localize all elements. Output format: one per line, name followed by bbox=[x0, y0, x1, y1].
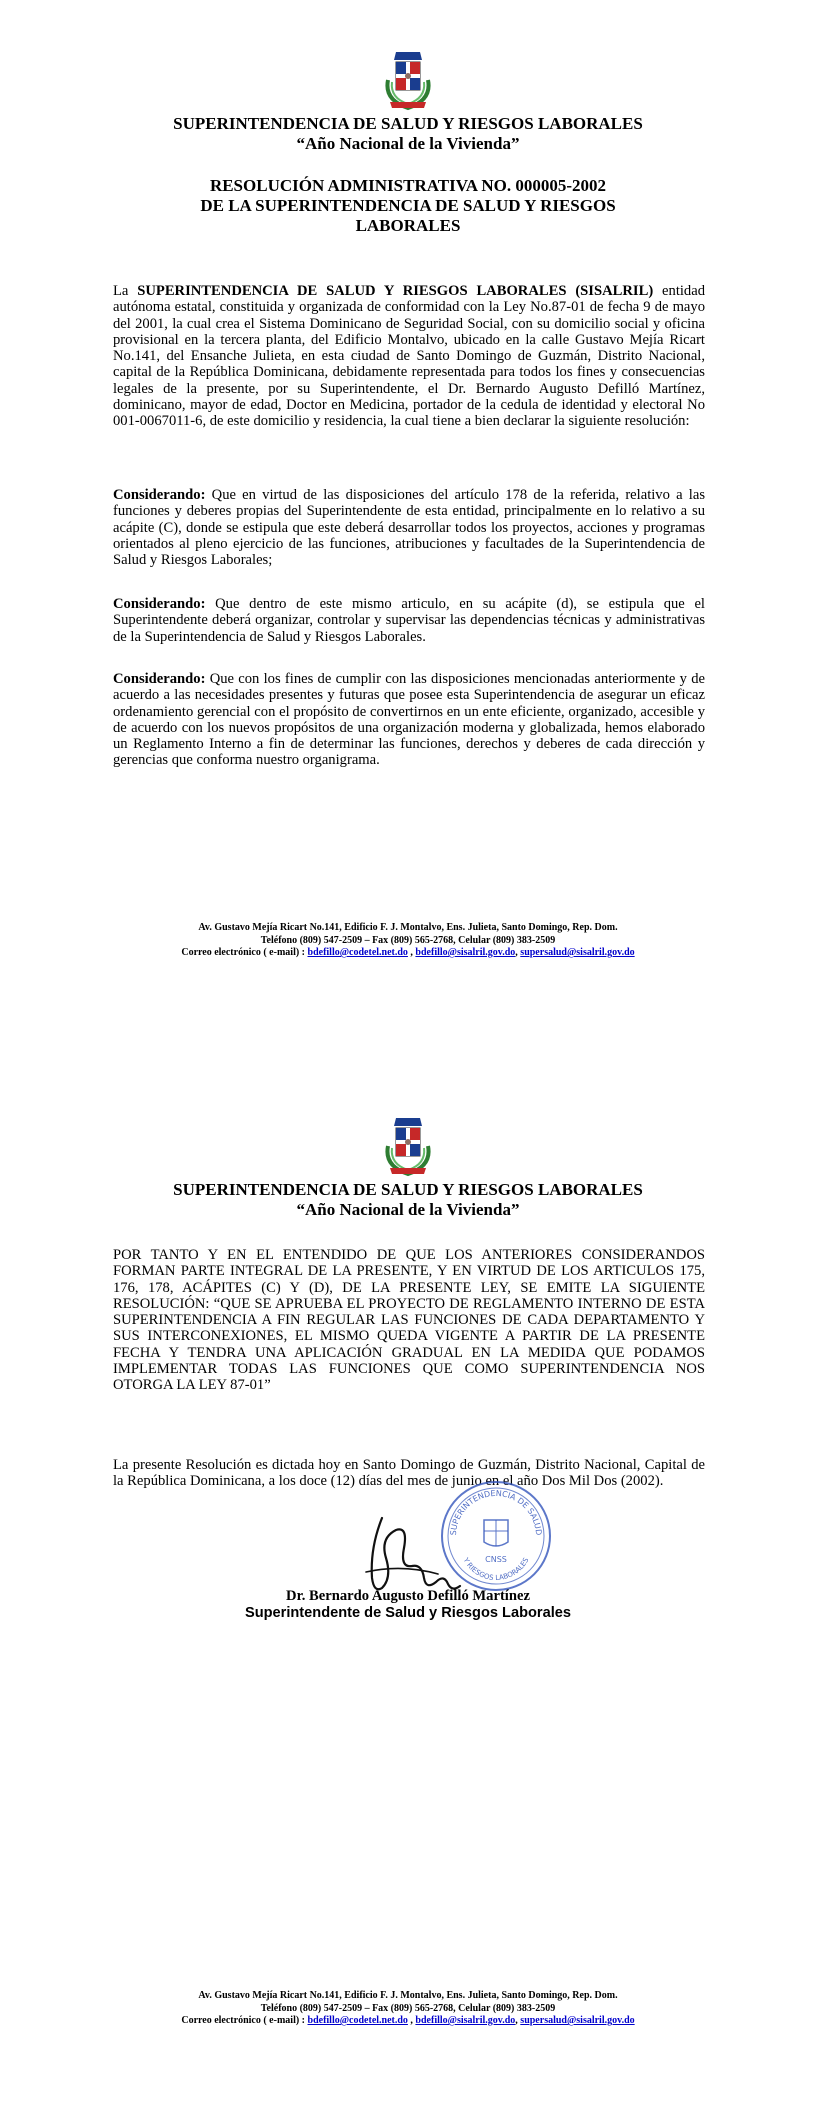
motto: “Año Nacional de la Vivienda” bbox=[296, 1200, 520, 1219]
considerando-1: Considerando: Que en virtud de las disposiciones del artículo 178 de la referida, relativo a las funciones y deberes propias del Superintendente de esta entidad, principalmente en lo relativo a su acápite (C), donde se estipula que este deberá desarrollar todos los proyectos, acciones y programas orientados al pleno ejercicio de las funciones, atribuciones y facultades de la Superintendencia de Salud y Riesgos Laborales; bbox=[113, 487, 705, 569]
footer-phones: Teléfono (809) 547-2509 – Fax (809) 565-2768, Celular (809) 383-2509 bbox=[260, 934, 556, 946]
resolution-title-line1: RESOLUCIÓN ADMINISTRATIVA NO. 000005-2002 bbox=[209, 176, 607, 195]
email-link-1[interactable]: bdefillo@codetel.net.do bbox=[307, 2015, 408, 2026]
email-link-1[interactable]: bdefillo@codetel.net.do bbox=[307, 947, 408, 958]
considerando-2: Considerando: Que dentro de este mismo articulo, en su acápite (d), se estipula que el Superintendente deberá organizar, controlar y supervisar las dependencias técnicas y administrativas de la Superintendencia de Salud y Riesgos Laborales. bbox=[113, 596, 705, 645]
resolution-title-line3: LABORALES bbox=[355, 216, 461, 235]
resolution-title-line2: DE LA SUPERINTENDENCIA DE SALUD Y RIESGOS bbox=[200, 196, 616, 215]
motto: “Año Nacional de la Vivienda” bbox=[296, 134, 520, 153]
email-link-2[interactable]: bdefillo@sisalril.gov.do bbox=[415, 2015, 516, 2026]
closing-paragraph: La presente Resolución es dictada hoy en Santo Domingo de Guzmán, Distrito Nacional, Capital de la República Dominicana, a los doce (12) días del mes de junio en el año Dos Mil Dos (2002). bbox=[113, 1457, 705, 1490]
coat-of-arms-emblem bbox=[382, 1116, 434, 1178]
org-name: SUPERINTENDENCIA DE SALUD Y RIESGOS LABORALES bbox=[173, 114, 643, 133]
signer-name: Dr. Bernardo Augusto Defilló Martínez bbox=[286, 1588, 530, 1604]
footer-emails: Correo electrónico ( e-mail) : bdefillo@codetel.net.do , bdefillo@sisalril.gov.do, supersalud@sisalril.gov.do bbox=[181, 2015, 635, 2026]
footer-page2 bbox=[0, 1990, 816, 2028]
footer-emails: Correo electrónico ( e-mail) : bdefillo@codetel.net.do , bdefillo@sisalril.gov.do, supersalud@sisalril.gov.do bbox=[181, 947, 635, 958]
email-link-3[interactable]: supersalud@sisalril.gov.do bbox=[520, 2015, 635, 2026]
signature-scribble bbox=[352, 1508, 472, 1598]
footer-address: Av. Gustavo Mejía Ricart No.141, Edificio F. J. Montalvo, Ens. Julieta, Santo Domingo, Rep. Dom. bbox=[198, 1990, 618, 2001]
seal-text-top: SUPERINTENDENCIA DE SALUD bbox=[448, 1488, 544, 1536]
email-link-3[interactable]: supersalud@sisalril.gov.do bbox=[520, 947, 635, 958]
org-name: SUPERINTENDENCIA DE SALUD Y RIESGOS LABORALES bbox=[173, 1180, 643, 1199]
footer-page1 bbox=[0, 922, 816, 960]
coat-of-arms-emblem bbox=[382, 50, 434, 112]
intro-paragraph: La SUPERINTENDENCIA DE SALUD Y RIESGOS LABORALES (SISALRIL) entidad autónoma estatal, constituida y organizada de conformidad con la Ley No.87-01 de fecha 9 de mayo del 2001, la cual crea el Sistema Dominicano de Seguridad Social, con su domicilio social y oficina provisional en la tercera planta, del Edificio Montalvo, ubicado en la calle Gustavo Mejía Ricart No.141, del Ensanche Julieta, en esta ciudad de Santo Domingo de Guzmán, Distrito Nacional, capital de la República Dominicana, debidamente representada para todos los fines y consecuencias legales de la presente, por su Superintendente, el Dr. Bernardo Augusto Defilló Martínez, dominicano, mayor de edad, Doctor en Medicina, portador de la cedula de identidad y electoral No 001-0067011-6, de este domicilio y residencia, la cual tiene a bien declarar la siguiente resolución: bbox=[113, 283, 705, 430]
footer-address: Av. Gustavo Mejía Ricart No.141, Edificio F. J. Montalvo, Ens. Julieta, Santo Domingo, Rep. Dom. bbox=[198, 922, 618, 933]
signer-title: Superintendente de Salud y Riesgos Laborales bbox=[244, 1605, 571, 1621]
seal-text-bottom: Y RIESGOS LABORALES bbox=[461, 1556, 531, 1583]
por-tanto-paragraph: POR TANTO Y EN EL ENTENDIDO DE QUE LOS ANTERIORES CONSIDERANDOS FORMAN PARTE INTEGRAL DE LA PRESENTE, Y EN VIRTUD DE LOS ARTICULOS 175, 176, 178, ACÁPITES (C) Y (D), DE LA PRESENTE LEY, SE EMITE LA SIGUIENTE RESOLUCIÓN: “QUE SE APRUEBA EL PROYECTO DE REGLAMENTO INTERNO DE ESTA SUPERINTENDENCIA A FIN REGULAR LAS FUNCIONES DE CADA DEPARTAMENTO Y SUS INTERCONEXIONES, EL MISMO QUEDA VIGENTE A PARTIR DE LA PRESENTE FECHA Y TENDRA UNA APLICACIÓN GRADUAL EN LA MEDIDA QUE PODAMOS IMPLEMENTAR TODAS LAS FUNCIONES QUE COMO SUPERINTENDENCIA NOS OTORGA LA LEY 87-01” bbox=[113, 1247, 705, 1394]
considerando-3: Considerando: Que con los fines de cumplir con las disposiciones mencionadas anteriormente y de acuerdo a las necesidades presentes y futuras que posee esta Superintendencia de asegurar un eficaz ordenamiento gerencial con el propósito de convertirnos en un ente eficiente, organizado, accesible y de acuerdo con los nuevos propósitos de una organización moderna y globalizada, hemos elaborado un Reglamento Interno a fin de determinar las funciones, derechos y deberes de cada dirección y gerencias que conforma nuestro organigrama. bbox=[113, 671, 705, 769]
footer-phones: Teléfono (809) 547-2509 – Fax (809) 565-2768, Celular (809) 383-2509 bbox=[260, 2002, 556, 2014]
email-link-2[interactable]: bdefillo@sisalril.gov.do bbox=[415, 947, 516, 958]
seal-center-text: CNSS bbox=[485, 1555, 507, 1564]
